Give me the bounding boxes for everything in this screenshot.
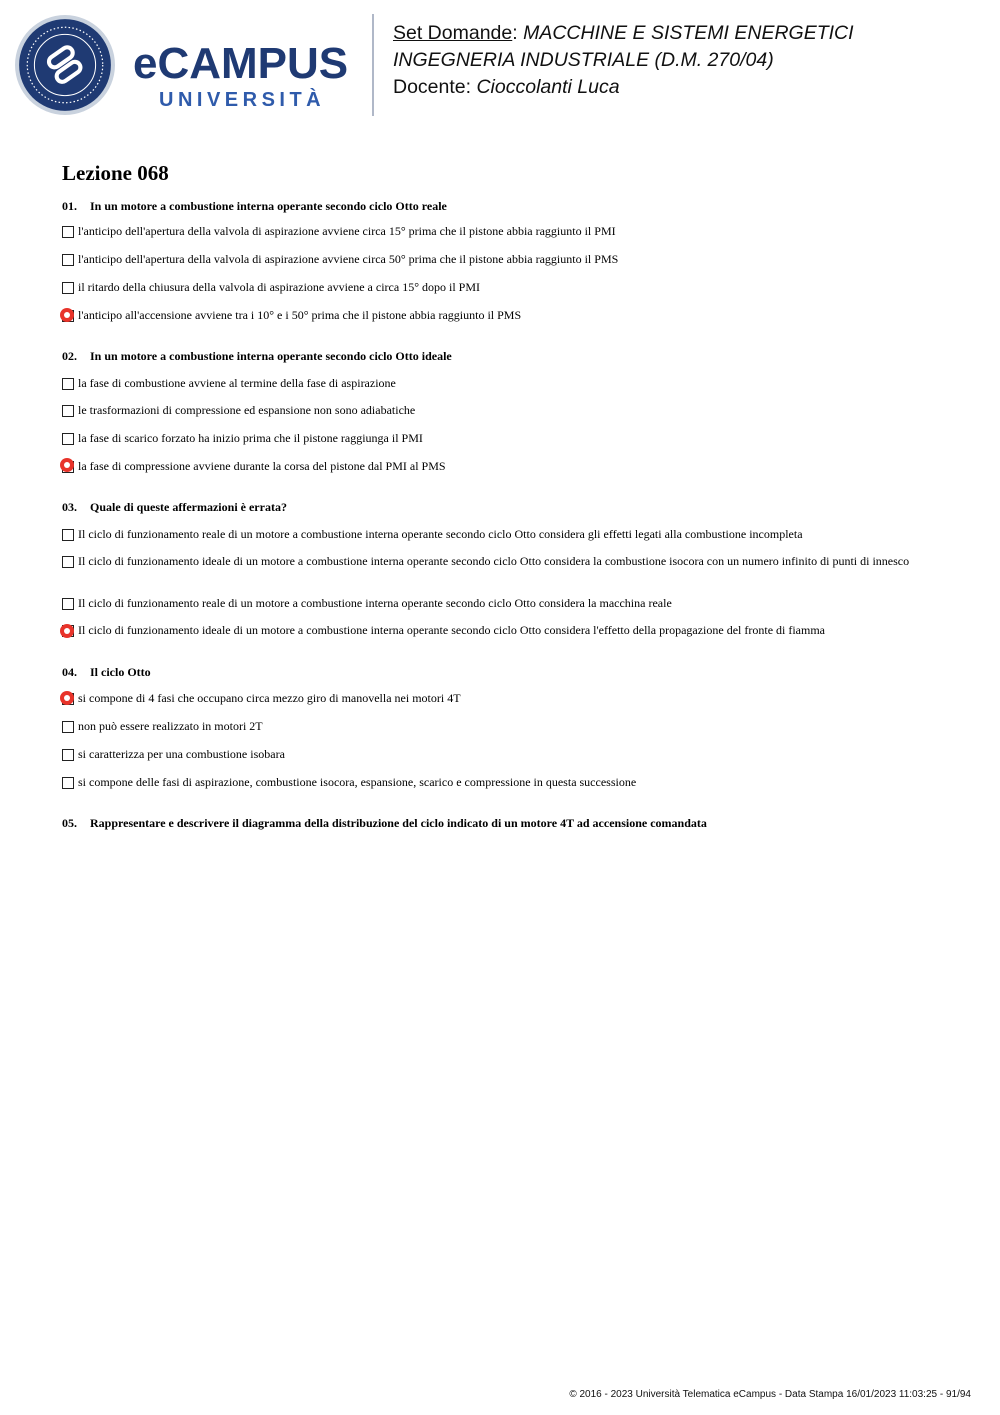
set-label: Set Domande (393, 22, 513, 44)
question-title: 03. Quale di queste affermazioni è errata? (62, 500, 287, 514)
course-info (393, 20, 854, 101)
answer-option[interactable]: Il ciclo di funzionamento ideale di un motore a combustione interna operante secondo ciclo Otto considera la combustione isocora con un numero infinito di punti di innesco (62, 554, 922, 569)
header-divider (372, 14, 374, 116)
answer-option[interactable]: la fase di combustione avviene al termine della fase di aspirazione (62, 376, 922, 391)
answer-option[interactable]: Il ciclo di funzionamento ideale di un motore a combustione interna operante secondo ciclo Otto considera l'effetto della propagazione del fronte di fiamma (62, 623, 922, 638)
checkbox[interactable] (62, 721, 74, 733)
lesson-title: Lezione 068 (62, 161, 169, 185)
question-title: 04. Il ciclo Otto (62, 665, 151, 679)
svg-text:UNIVERSITÀ: UNIVERSITÀ (159, 89, 326, 110)
checkbox[interactable] (62, 598, 74, 610)
selected-answer-marker (60, 458, 74, 472)
answer-option[interactable]: Il ciclo di funzionamento reale di un motore a combustione interna operante secondo ciclo Otto considera la macchina reale (62, 596, 922, 611)
page-header (0, 0, 1000, 130)
question-title: 05. Rappresentare e descrivere il diagramma della distribuzione del ciclo indicato di un motore 4T ad accensione comandata (62, 816, 707, 830)
svg-text:eCAMPUS: eCAMPUS (133, 39, 349, 88)
answer-option[interactable]: si caratterizza per una combustione isobara (62, 747, 922, 762)
answer-option[interactable]: si compone di 4 fasi che occupano circa mezzo giro di manovella nei motori 4T (62, 691, 922, 706)
selected-answer-marker (60, 624, 74, 638)
checkbox[interactable] (62, 556, 74, 568)
checkbox[interactable] (62, 433, 74, 445)
selected-answer-marker (60, 308, 74, 322)
docente-name: Cioccolanti Luca (476, 76, 620, 98)
set-title-line2: INGEGNERIA INDUSTRIALE (D.M. 270/04) (393, 49, 774, 71)
answer-option[interactable]: le trasformazioni di compressione ed espansione non sono adiabatiche (62, 403, 922, 418)
checkbox[interactable] (62, 749, 74, 761)
answer-option[interactable]: il ritardo della chiusura della valvola di aspirazione avviene a circa 15° dopo il PMI (62, 280, 922, 295)
answer-option[interactable]: la fase di scarico forzato ha inizio prima che il pistone raggiunga il PMI (62, 431, 922, 446)
answer-option[interactable]: la fase di compressione avviene durante la corsa del pistone dal PMI al PMS (62, 459, 922, 474)
checkbox[interactable] (62, 378, 74, 390)
checkbox[interactable] (62, 226, 74, 238)
checkbox[interactable] (62, 282, 74, 294)
checkbox[interactable] (62, 254, 74, 266)
answer-option[interactable]: l'anticipo dell'apertura della valvola di aspirazione avviene circa 15° prima che il pistone abbia raggiunto il PMI (62, 224, 922, 239)
answer-option[interactable]: si compone delle fasi di aspirazione, combustione isocora, espansione, scarico e compressione in questa successione (62, 775, 922, 790)
question-title: 01. In un motore a combustione interna operante secondo ciclo Otto reale (62, 199, 447, 213)
selected-answer-marker (60, 691, 74, 705)
ecampus-seal-logo (14, 14, 116, 116)
ecampus-wordmark-logo (133, 38, 358, 110)
page-footer: © 2016 - 2023 Università Telematica eCampus - Data Stampa 16/01/2023 11:03:25 - 91/94 (569, 1389, 971, 1400)
question-title: 02. In un motore a combustione interna operante secondo ciclo Otto ideale (62, 349, 452, 363)
set-title: MACCHINE E SISTEMI ENERGETICI (523, 22, 854, 44)
answer-option[interactable]: Il ciclo di funzionamento reale di un motore a combustione interna operante secondo ciclo Otto considera gli effetti legati alla combustione incompleta (62, 527, 922, 542)
answer-option[interactable]: non può essere realizzato in motori 2T (62, 719, 922, 734)
answer-option[interactable]: l'anticipo dell'apertura della valvola di aspirazione avviene circa 50° prima che il pistone abbia raggiunto il PMS (62, 252, 922, 267)
docente-label: Docente: (393, 76, 477, 98)
docente-line (393, 74, 854, 101)
answer-option[interactable]: l'anticipo all'accensione avviene tra i 10° e i 50° prima che il pistone abbia raggiunto il PMS (62, 308, 922, 323)
checkbox[interactable] (62, 777, 74, 789)
checkbox[interactable] (62, 529, 74, 541)
checkbox[interactable] (62, 405, 74, 417)
set-line: Set Domande: MACCHINE E SISTEMI ENERGETICI (393, 22, 854, 44)
